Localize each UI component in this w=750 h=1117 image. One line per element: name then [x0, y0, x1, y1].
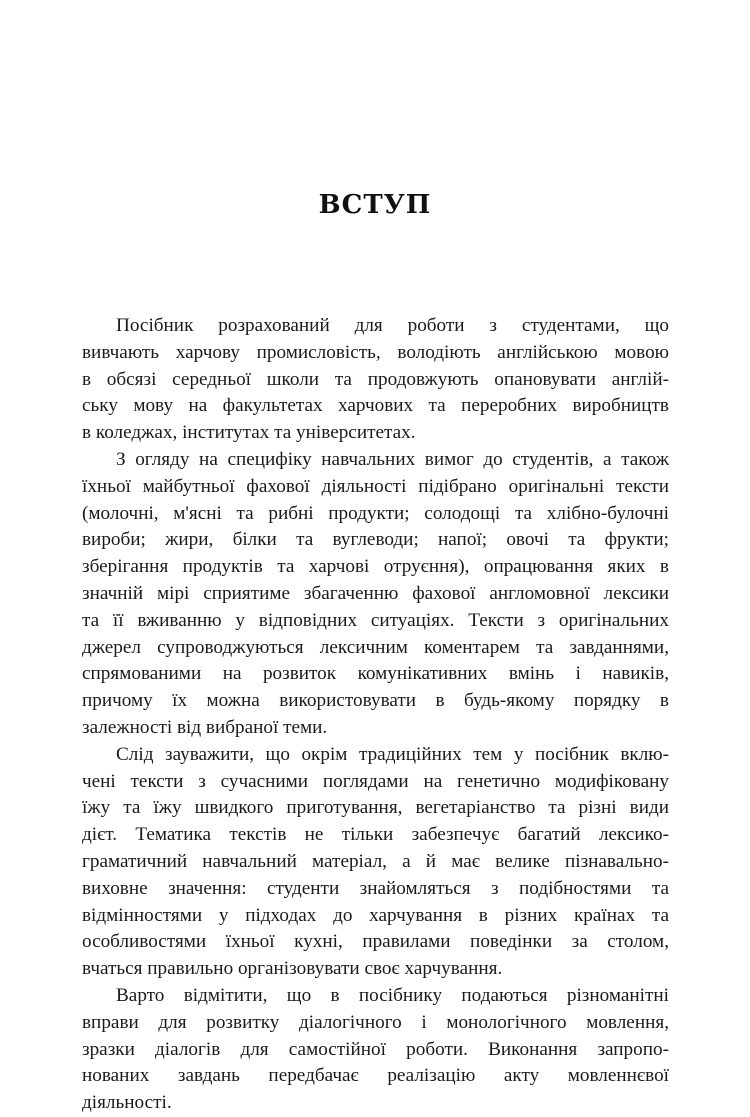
body-text — [82, 313, 669, 1117]
text-line: З огляду на специфіку навчальних вимог до студентів, а також — [116, 448, 669, 470]
text-line: ську мову на факультетах харчових та переробних виробництв — [82, 395, 669, 417]
text-line: виховне значення: студенти знайомляться з подібностями та — [82, 877, 669, 899]
text-line: відмінностями у підходах до харчування в різних країнах та — [82, 904, 669, 926]
paragraph — [82, 983, 669, 1117]
text-line: їхньої майбутньої фахової діяльності підібрано оригінальні тексти — [82, 475, 669, 497]
text-line: зберігання продуктів та харчові отруєння), опрацювання яких в — [82, 556, 669, 578]
paragraph — [82, 447, 669, 742]
text-line: вправи для розвитку діалогічного і монологічного мовлення, — [82, 1011, 669, 1033]
text-line: граматичний навчальний матеріал, а й має велике пізнавально- — [82, 850, 669, 872]
text-line: вироби; жири, білки та вуглеводи; напої; овочі та фрукти; — [82, 529, 669, 551]
text-line: в обсязі середньої школи та продовжують опановувати англій- — [82, 368, 669, 390]
text-line: особливостями їхньої кухні, правилами поведінки за столом, — [82, 931, 669, 953]
text-line: їжу та їжу швидкого приготування, вегетаріанство та різні види — [82, 797, 669, 819]
paragraph — [82, 313, 669, 447]
text-line: джерел супроводжуються лексичним коментарем та завданнями, — [82, 636, 669, 658]
text-line: Посібник розрахований для роботи з студентами, що — [116, 315, 669, 336]
text-line: діяльності. — [82, 1092, 172, 1114]
text-line: залежності від вибраної теми. — [82, 716, 328, 738]
paragraph — [82, 742, 669, 983]
text-line: вчаться правильно організовувати своє харчування. — [82, 958, 503, 980]
text-line: дієт. Тематика текстів не тільки забезпечує багатий лексико- — [82, 824, 669, 846]
page-title: ВСТУП — [318, 190, 432, 220]
text-line: чені тексти з сучасними поглядами на генетично модифіковану — [82, 770, 669, 792]
text-line: нованих завдань передбачає реалізацію акту мовленнєвої — [82, 1065, 669, 1087]
text-line: вивчають харчову промисловість, володіють англійською мовою — [82, 341, 669, 363]
text-line: (молочні, м'ясні та рибні продукти; солодощі та хлібно-булочні — [82, 502, 669, 524]
text-line: та її вживанню у відповідних ситуаціях. Тексти з оригінальних — [82, 609, 669, 631]
text-line: в коледжах, інститутах та університетах. — [82, 422, 416, 444]
text-line: спрямованими на розвиток комунікативних вмінь і навиків, — [82, 663, 669, 685]
text-line: причому їх можна використовувати в будь-якому порядку в — [82, 690, 669, 712]
text-line: Слід зауважити, що окрім традиційних тем у посібник вклю- — [116, 743, 669, 765]
text-line: зразки діалогів для самостійної роботи. Виконання запропо- — [82, 1038, 669, 1060]
text-line: значній мірі сприятиме збагаченню фахової англомовної лексики — [82, 582, 669, 604]
text-line: Варто відмітити, що в посібнику подаються різноманітні — [116, 984, 669, 1006]
